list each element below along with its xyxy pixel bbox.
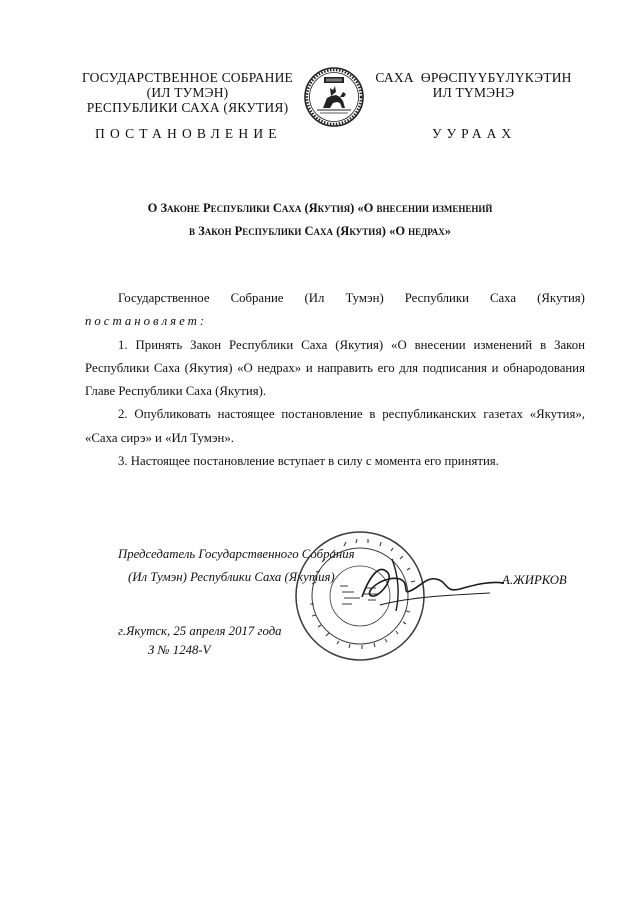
item-1: 1. Принять Закон Республики Саха (Якутия) «О внесении изменений в Закон Республики Саха (Якутия) «О недрах» и направить его для подписания и обнародования Главе Республики Саха (Якутия). <box>85 337 585 399</box>
header-left-line-3: РЕСПУБЛИКИ САХА (ЯКУТИЯ) <box>86 100 289 115</box>
item-3: 3. Настоящее постановление вступает в силу с момента его принятия. <box>118 454 499 469</box>
document-body <box>85 287 585 473</box>
title-line-2: в Закон Республики Саха (Якутия) «О недрах» <box>189 224 451 238</box>
coat-of-arms-icon <box>303 66 365 128</box>
header-left-line-2: (ИЛ ТУМЭН) <box>146 85 229 100</box>
header-right-block <box>366 70 581 100</box>
signatory-title-line-1: Председатель Государственного Собрания <box>118 547 355 561</box>
document-number: З № 1248-V <box>148 643 211 657</box>
intro-word: (Ил <box>304 291 325 305</box>
intro-word: Саха <box>489 291 517 305</box>
item-2: 2. Опубликовать настоящее постановление в республиканских газетах «Якутия», «Саха сирэ» и «Ил Тумэн». <box>85 407 585 445</box>
intro-word: Тумэн) <box>345 291 384 305</box>
signatory-title-line-2: (Ил Тумэн) Республики Саха (Якутия) <box>128 570 335 584</box>
handwritten-signature-icon <box>340 545 510 620</box>
place-and-date: г.Якутск, 25 апреля 2017 года <box>118 624 282 638</box>
header-right-line-1: САХА ӨРӨСПҮҮБҮЛҮКЭТИН <box>375 70 572 85</box>
intro-line <box>85 287 585 310</box>
header-right-line-2: ИЛ ТҮМЭНЭ <box>432 85 515 100</box>
header-left-block <box>60 70 315 115</box>
doc-type-sakha: УУРААХ <box>432 126 517 141</box>
resolves-word: постановляет: <box>85 314 208 329</box>
intro-word: Республики <box>404 291 469 305</box>
document-title <box>80 197 560 243</box>
intro-word: Государственное <box>118 291 210 305</box>
doc-type-russian: ПОСТАНОВЛЕНИЕ <box>95 126 282 141</box>
title-line-1: О Законе Республики Саха (Якутия) «О внесении изменений <box>147 201 493 215</box>
intro-word: Собрание <box>230 291 284 305</box>
header-left-line-1: ГОСУДАРСТВЕННОЕ СОБРАНИЕ <box>82 70 293 85</box>
signatory-name: А.ЖИРКОВ <box>502 573 567 587</box>
intro-word: (Якутия) <box>537 291 585 305</box>
